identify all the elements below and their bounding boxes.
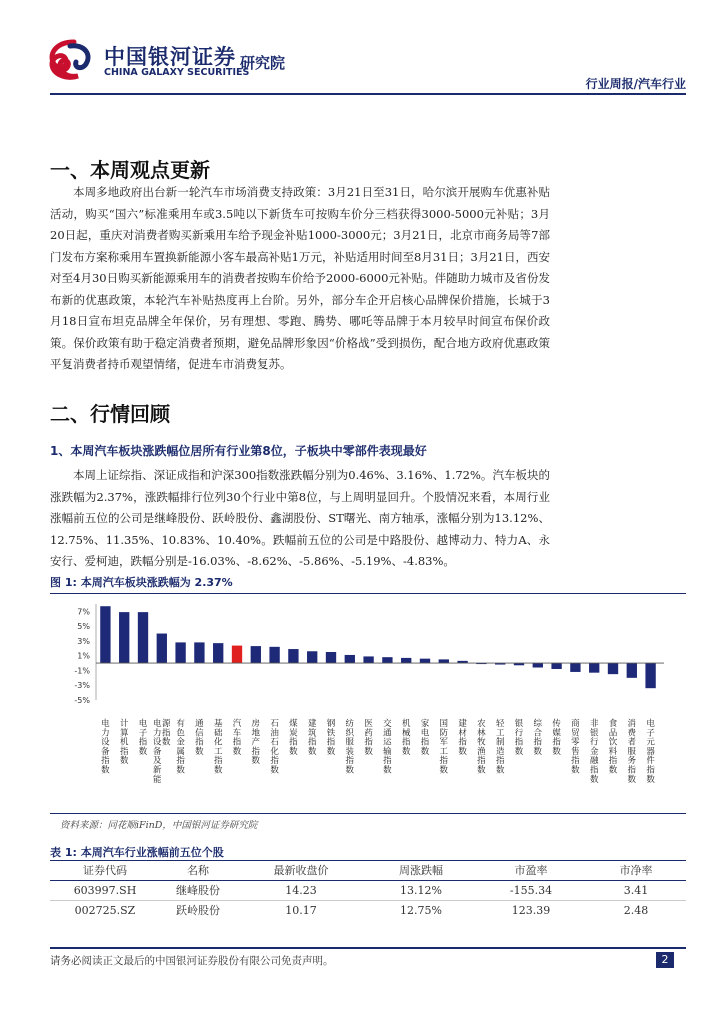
cell-pb: 2.48 [623, 903, 649, 917]
col-header-pb: 市净率 [619, 864, 653, 878]
x-tick-label: 农林牧渔指数 [477, 719, 486, 776]
x-tick-label: 建筑指数 [307, 719, 317, 757]
bar [627, 663, 637, 678]
cell-pe: 123.39 [511, 903, 551, 917]
x-tick-label: 电力设备指数 [101, 719, 110, 776]
bar [363, 656, 373, 663]
figure-source: 资料来源：同花顺iFinD，中国银河证券研究院 [60, 820, 258, 831]
figure-top-rule [50, 593, 686, 594]
x-tick-label: 房地产指数 [251, 719, 261, 767]
col-header-code: 证券代码 [83, 864, 127, 878]
y-tick-label: -1% [74, 666, 90, 676]
x-tick-label: 综合指数 [533, 719, 543, 757]
bar [251, 646, 261, 663]
bar [345, 655, 355, 663]
x-tick-label: 家电指数 [420, 719, 430, 757]
y-tick-label: 7% [77, 607, 90, 617]
bar [194, 642, 204, 663]
cell-change: 12.75% [400, 903, 442, 917]
x-tick-label: 轻工制造指数 [495, 719, 505, 776]
page-number: 2 [656, 952, 674, 968]
bar [608, 663, 618, 674]
cell-close: 10.17 [285, 903, 317, 917]
section-1-paragraph [50, 182, 550, 376]
bar [326, 652, 336, 663]
bar [382, 657, 392, 663]
section-title-2: 二、行情回顾 [50, 402, 170, 426]
x-tick-label: 石油石化指数 [270, 719, 279, 776]
x-tick-label: 商贸零售指数 [571, 719, 580, 776]
col-header-close: 最新收盘价 [273, 864, 329, 878]
x-tick-label: 医药指数 [364, 719, 373, 757]
section-2-subtitle: 1、本周汽车板块涨跌幅位居所有行业第8位，子板块中零部件表现最好 [50, 444, 427, 458]
x-tick-label: 交通运输指数 [383, 719, 392, 776]
bar [157, 634, 167, 664]
section-2-text: 本周上证综指、深证成指和沪深300指数涨跌幅分别为0.46%、3.16%、1.72%。汽车板块的涨跌幅为2.37%，涨跌幅排行位列30个行业中第8位，与上周明显回升。个股情况来看，本周行业涨幅前五位的公司是继峰股份、跃岭股份、鑫湖股份、ST曙光、南方轴承，涨幅分别为13.12%、12.75%、11.35%、10.83%、10.40%。跌幅前五位的公司是中路股份、越博动力、特力A、永安行、爱柯迪，跌幅分别是-16.03%、-8.62%、-5.86%、-5.19%、-4.83%。 [50, 468, 550, 568]
x-tick-label: 基础化工指数 [213, 719, 223, 776]
cell-code: 603997.SH [73, 883, 137, 897]
table-row [50, 900, 686, 920]
cell-close: 14.23 [285, 883, 317, 897]
bar [138, 612, 148, 663]
y-tick-label: -5% [74, 696, 90, 705]
footer-disclaimer: 请务必阅读正文最后的中国银河证券股份有限公司免责声明。 [50, 955, 334, 967]
top-stocks-table [50, 861, 686, 920]
x-tick-label: 机械指数 [401, 719, 411, 757]
x-tick-label: 消费者服务指数 [627, 719, 637, 785]
x-tick-label: 有色金属指数 [176, 719, 185, 776]
x-tick-label: 食品饮料指数 [608, 719, 618, 776]
galaxy-logo-icon [44, 38, 96, 82]
cell-name: 继峰股份 [176, 884, 220, 897]
cell-code: 002725.SZ [74, 903, 136, 917]
bar [288, 649, 298, 663]
cell-pe: -155.34 [509, 883, 553, 897]
bar [307, 651, 317, 663]
x-tick-label: 钢铁指数 [326, 719, 336, 757]
institute-name: 研究院 [240, 54, 286, 72]
x-tick-label: 国防军工指数 [439, 719, 449, 776]
bar [533, 663, 543, 667]
cell-pb: 3.41 [623, 883, 649, 897]
x-tick-label: 传媒指数 [552, 719, 561, 757]
y-tick-label: 5% [77, 622, 90, 632]
y-tick-label: 1% [77, 651, 90, 661]
y-tick-label: 3% [77, 636, 90, 646]
report-type: 行业周报/汽车行业 [585, 77, 686, 91]
cell-name: 跃岭股份 [176, 904, 220, 918]
section-1-text: 本周多地政府出台新一轮汽车市场消费支持政策：3月21日至31日，哈尔滨开展购车优惠补贴活动，购买“国六”标准乘用车或3.5吨以下新货车可按购车价分三档获得3000-5000元补贴；3月20日起，重庆对消费者购买新乘用车给予现金补贴1000-3000元；3月21日，北京市商务局等7部门发布方案称乘用车置换新能源小客车最高补贴1万元，补贴适用时间至8月31日；3月21日，西安对至4月30日购买新能源乘用车的消费者按购车价给予2000-6000元补贴。伴随助力城市及省份发布新的优惠政策，本轮汽车补贴热度再上台阶。另外，部分车企开启核心品牌保价措施，长城于3月18日宣布坦克品牌全年保价，另有理想、零跑、腾势、哪吒等品牌于本月较早时间宣布保价政策。保价政策有助于稳定消费者预期，避免品牌形象因“价格战”受到损伤，配合地方政府优惠政策平复消费者持币观望情绪，促进车市消费复苏。 [50, 185, 550, 371]
figure-title: 图 1: 本周汽车板块涨跌幅为 2.37% [50, 576, 233, 589]
bar [175, 642, 185, 663]
x-tick-label: 银行指数 [514, 719, 524, 757]
table-title: 表 1: 本周汽车行业涨幅前五位个股 [50, 846, 224, 859]
bar [401, 658, 411, 663]
bar [551, 663, 561, 669]
section-2-paragraph [50, 465, 550, 573]
footer-rule [50, 947, 686, 949]
x-tick-label: 汽车指数 [232, 719, 242, 757]
bar [570, 663, 580, 672]
x-tick-label: 建材指数 [458, 719, 467, 757]
x-tick-label: 通信指数 [195, 719, 204, 757]
company-name-en: CHINA GALAXY SECURITIES [104, 67, 250, 78]
x-tick-label: 煤炭指数 [289, 719, 298, 757]
col-header-pe: 市盈率 [514, 864, 548, 878]
bar [645, 663, 655, 688]
x-tick-label: 电力设备及新能源指数 [153, 719, 171, 785]
x-tick-label: 非银行金融指数 [589, 719, 599, 785]
x-tick-label: 计算机指数 [119, 719, 129, 767]
bar [213, 643, 223, 663]
x-tick-label: 电子元器件指数 [646, 719, 655, 785]
col-header-change: 周涨跌幅 [399, 864, 443, 878]
table-header-row [50, 861, 686, 880]
x-tick-label: 纺织服装指数 [345, 719, 355, 776]
x-tick-label: 电子指数 [138, 719, 148, 757]
table-row [50, 880, 686, 900]
bar [420, 659, 430, 663]
bar [439, 659, 449, 663]
figure-bottom-rule [50, 813, 686, 814]
header-rule [50, 93, 686, 95]
header [0, 0, 724, 100]
y-tick-label: -3% [74, 681, 90, 691]
company-name-cn: 中国银河证券 [104, 45, 236, 69]
bar [232, 646, 242, 664]
col-header-name: 名称 [187, 864, 209, 878]
section-title-1: 一、本周观点更新 [50, 158, 210, 182]
bar [119, 612, 129, 663]
cell-change: 13.12% [400, 883, 442, 897]
bar [589, 663, 599, 673]
bar [269, 647, 279, 663]
bar [100, 606, 110, 663]
sector-return-chart [50, 596, 686, 814]
